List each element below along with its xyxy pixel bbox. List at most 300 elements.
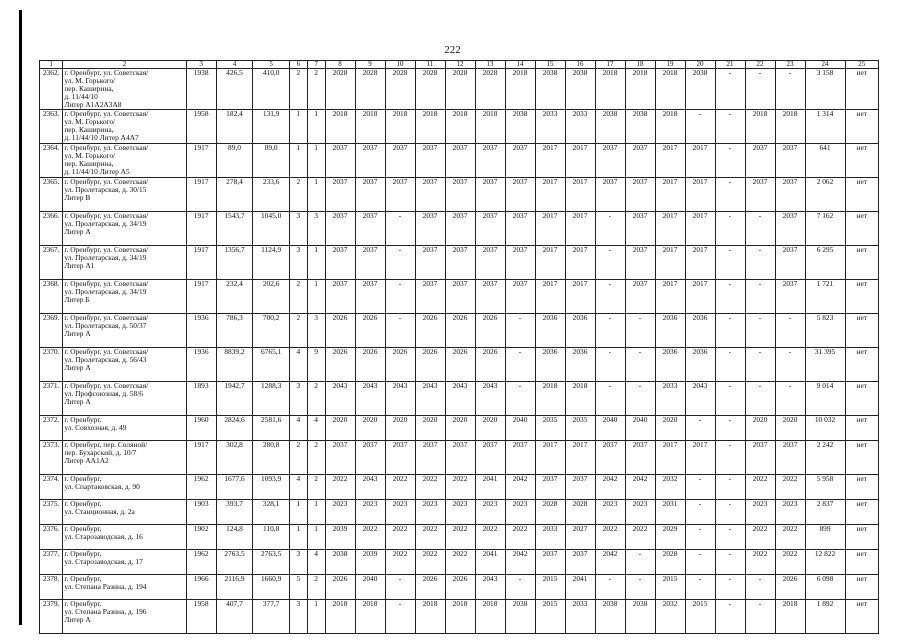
table-cell: 2017 <box>655 246 685 280</box>
table-cell: 2036 <box>685 314 715 348</box>
table-cell: 2023 <box>445 500 475 525</box>
table-row <box>40 178 879 212</box>
table-cell: 4 <box>307 416 325 441</box>
table-cell: 2042 <box>505 475 535 500</box>
table-cell: 1 892 <box>805 600 845 634</box>
table-cell: 2 062 <box>805 178 845 212</box>
table-cell: 2035 <box>535 416 565 441</box>
column-number-header: 24 <box>805 61 845 69</box>
table-cell: 2038 <box>595 110 625 144</box>
table-cell: 2033 <box>535 525 565 550</box>
column-number-header: 3 <box>186 61 216 69</box>
table-cell: - <box>595 575 625 600</box>
table-cell: 1 <box>307 178 325 212</box>
table-cell: 2018 <box>355 110 385 144</box>
table-cell: 2037 <box>595 144 625 178</box>
table-cell: 2018 <box>445 110 475 144</box>
table-cell: 1 <box>289 110 307 144</box>
row-number-cell: 2374. <box>40 475 63 500</box>
table-cell: 2017 <box>535 246 565 280</box>
housing-registry-table <box>39 60 879 634</box>
table-cell: 232,4 <box>216 280 253 314</box>
table-cell: - <box>385 246 415 280</box>
table-cell: - <box>715 178 745 212</box>
table-cell: 2017 <box>655 280 685 314</box>
table-cell: 2022 <box>415 475 445 500</box>
table-cell: - <box>385 280 415 314</box>
table-cell: 2018 <box>475 110 505 144</box>
table-cell: - <box>715 348 745 382</box>
table-cell: 1960 <box>186 416 216 441</box>
table-cell: 1 <box>289 500 307 525</box>
row-number-cell: 2362. <box>40 69 63 110</box>
table-cell: 2 <box>307 475 325 500</box>
table-cell: 2023 <box>325 500 355 525</box>
table-cell: 2018 <box>415 110 445 144</box>
table-cell: 2026 <box>445 314 475 348</box>
table-cell: 2028 <box>655 550 685 575</box>
table-cell: - <box>595 246 625 280</box>
address-cell: г. Оренбург, ул. Советская/ ул. Профсоюзная, д. 58/6 Литер А <box>63 382 186 416</box>
table-cell: - <box>505 575 535 600</box>
table-cell: - <box>685 475 715 500</box>
address-cell: г. Оренбург, пер. Соляной/ пер. Бухарский, д. 10/7 Литер АА1А2 <box>63 441 186 475</box>
table-cell: 2018 <box>745 110 775 144</box>
table-cell: 2038 <box>505 600 535 634</box>
table-cell: 2017 <box>685 212 715 246</box>
table-cell: 2022 <box>775 550 805 575</box>
table-cell: нет <box>845 525 878 550</box>
table-cell: 2039 <box>325 525 355 550</box>
table-cell: 2022 <box>595 525 625 550</box>
table-cell: 2041 <box>475 550 505 575</box>
column-number-header: 17 <box>595 61 625 69</box>
table-cell: - <box>685 416 715 441</box>
table-cell: 2037 <box>535 550 565 575</box>
table-cell: 2026 <box>775 575 805 600</box>
table-cell: 2040 <box>625 416 655 441</box>
table-cell: 2037 <box>355 441 385 475</box>
table-cell: 2037 <box>565 550 595 575</box>
table-row <box>40 280 879 314</box>
table-cell: 899 <box>805 525 845 550</box>
column-number-header: 21 <box>715 61 745 69</box>
table-cell: 1677,6 <box>216 475 253 500</box>
row-number-cell: 2364. <box>40 144 63 178</box>
row-number-cell: 2379. <box>40 600 63 634</box>
table-cell: 2037 <box>415 280 445 314</box>
table-cell: 2037 <box>625 212 655 246</box>
table-cell: 2022 <box>415 550 445 575</box>
table-cell: 2042 <box>595 550 625 575</box>
table-cell: 3 <box>289 550 307 575</box>
table-cell: 2020 <box>655 416 685 441</box>
table-cell: 2039 <box>355 550 385 575</box>
table-cell: 2022 <box>625 525 655 550</box>
table-cell: - <box>775 382 805 416</box>
table-cell: 2037 <box>445 178 475 212</box>
table-cell: 2037 <box>595 178 625 212</box>
table-cell: 2043 <box>685 382 715 416</box>
table-row <box>40 212 879 246</box>
table-cell: нет <box>845 382 878 416</box>
table-cell: 2 <box>289 441 307 475</box>
table-cell: 2020 <box>385 416 415 441</box>
table-cell: 2036 <box>535 314 565 348</box>
table-cell: 1962 <box>186 475 216 500</box>
table-cell: 1 314 <box>805 110 845 144</box>
table-cell: 2017 <box>655 144 685 178</box>
table-cell: 2017 <box>685 178 715 212</box>
table-cell: 9 <box>307 348 325 382</box>
table-cell: 2037 <box>745 144 775 178</box>
table-cell: 2036 <box>685 348 715 382</box>
table-cell: нет <box>845 314 878 348</box>
table-cell: нет <box>845 416 878 441</box>
table-cell: 1958 <box>186 600 216 634</box>
table-cell: - <box>625 575 655 600</box>
column-number-header: 14 <box>505 61 535 69</box>
table-cell: - <box>505 382 535 416</box>
table-cell: 2017 <box>535 178 565 212</box>
table-cell: 2037 <box>415 178 445 212</box>
table-cell: 2017 <box>685 280 715 314</box>
table-cell: 2017 <box>565 246 595 280</box>
table-cell: - <box>385 575 415 600</box>
table-cell: нет <box>845 69 878 110</box>
table-cell: 2015 <box>685 600 715 634</box>
table-cell: - <box>625 314 655 348</box>
table-cell: - <box>625 550 655 575</box>
column-number-header: 6 <box>289 61 307 69</box>
address-cell: г. Оренбург, ул. Старозаводская, д. 16 <box>63 525 186 550</box>
row-number-cell: 2371. <box>40 382 63 416</box>
table-cell: 2026 <box>355 348 385 382</box>
table-cell: - <box>595 348 625 382</box>
table-cell: 2037 <box>745 178 775 212</box>
table-cell: 2022 <box>385 475 415 500</box>
row-number-cell: 2375. <box>40 500 63 525</box>
column-number-header: 23 <box>775 61 805 69</box>
table-cell: 2040 <box>595 416 625 441</box>
table-cell: нет <box>845 212 878 246</box>
table-cell: 2038 <box>595 600 625 634</box>
table-cell: 2037 <box>325 144 355 178</box>
table-cell: 2 <box>289 314 307 348</box>
table-cell: 2043 <box>445 382 475 416</box>
table-cell: 2022 <box>745 550 775 575</box>
table-cell: - <box>745 382 775 416</box>
table-cell: 278,4 <box>216 178 253 212</box>
table-cell: - <box>505 314 535 348</box>
table-cell: - <box>685 525 715 550</box>
table-cell: 2038 <box>685 69 715 110</box>
table-cell: 2036 <box>565 348 595 382</box>
column-number-header: 10 <box>385 61 415 69</box>
column-number-header: 1 <box>40 61 63 69</box>
table-cell: 407,7 <box>216 600 253 634</box>
table-row <box>40 348 879 382</box>
table-cell: 2036 <box>655 314 685 348</box>
table-row <box>40 144 879 178</box>
table-cell: 2037 <box>505 246 535 280</box>
table-cell: 302,8 <box>216 441 253 475</box>
table-cell: 2018 <box>325 110 355 144</box>
table-cell: 2037 <box>775 178 805 212</box>
table-cell: - <box>715 314 745 348</box>
table-cell: нет <box>845 178 878 212</box>
table-cell: 2020 <box>355 416 385 441</box>
table-cell: 3 <box>289 212 307 246</box>
table-cell: 6 098 <box>805 575 845 600</box>
table-cell: - <box>745 314 775 348</box>
table-cell: 2022 <box>745 525 775 550</box>
table-cell: - <box>715 441 745 475</box>
table-cell: 2043 <box>475 382 505 416</box>
table-cell: - <box>595 314 625 348</box>
table-cell: 1903 <box>186 500 216 525</box>
table-cell: 2018 <box>475 600 505 634</box>
table-cell: 4 <box>289 475 307 500</box>
table-row <box>40 550 879 575</box>
table-cell: - <box>685 575 715 600</box>
table-cell: 3 <box>289 246 307 280</box>
table-cell: 6 295 <box>805 246 845 280</box>
table-cell: нет <box>845 475 878 500</box>
table-cell: 1936 <box>186 314 216 348</box>
table-cell: 2033 <box>655 382 685 416</box>
table-row <box>40 110 879 144</box>
column-number-header: 22 <box>745 61 775 69</box>
table-cell: 1917 <box>186 144 216 178</box>
table-cell: 2040 <box>505 416 535 441</box>
table-cell: 5 <box>289 575 307 600</box>
table-cell: нет <box>845 441 878 475</box>
table-cell: 2028 <box>355 69 385 110</box>
table-cell: - <box>715 575 745 600</box>
table-cell: 2037 <box>475 280 505 314</box>
table-cell: 2026 <box>325 348 355 382</box>
column-number-header: 9 <box>355 61 385 69</box>
table-cell: 8839,2 <box>216 348 253 382</box>
table-cell: - <box>715 382 745 416</box>
address-cell: г. Оренбург, ул. Советская/ ул. М. Горького/ пер. Каширина, д. 11/44/10 Литер А5 <box>63 144 186 178</box>
table-cell: 2037 <box>565 475 595 500</box>
table-row <box>40 500 879 525</box>
table-cell: 2038 <box>325 550 355 575</box>
table-cell: 2020 <box>775 416 805 441</box>
column-number-header: 11 <box>415 61 445 69</box>
table-cell: - <box>715 550 745 575</box>
table-cell: 2018 <box>595 69 625 110</box>
table-cell: 4 <box>289 416 307 441</box>
table-cell: 2026 <box>445 348 475 382</box>
table-cell: 2017 <box>535 212 565 246</box>
table-cell: 2 <box>307 382 325 416</box>
table-cell: 9 014 <box>805 382 845 416</box>
table-cell: 2041 <box>475 475 505 500</box>
table-cell: 2037 <box>775 144 805 178</box>
table-cell: 2043 <box>355 382 385 416</box>
table-row <box>40 475 879 500</box>
table-cell: - <box>385 212 415 246</box>
table-row <box>40 69 879 110</box>
table-cell: 2037 <box>625 441 655 475</box>
table-cell: - <box>745 246 775 280</box>
table-cell: 4 <box>307 550 325 575</box>
column-number-header: 2 <box>63 61 186 69</box>
table-cell: 2037 <box>445 144 475 178</box>
table-cell: 2581,6 <box>253 416 290 441</box>
row-number-cell: 2372. <box>40 416 63 441</box>
table-cell: 641 <box>805 144 845 178</box>
column-number-header: 7 <box>307 61 325 69</box>
table-cell: 1917 <box>186 280 216 314</box>
table-cell: 2017 <box>565 144 595 178</box>
table-cell: 2028 <box>475 69 505 110</box>
table-cell: 2037 <box>775 212 805 246</box>
table-cell: 2020 <box>745 416 775 441</box>
table-cell: 4 <box>289 348 307 382</box>
table-cell: - <box>715 416 745 441</box>
table-cell: 3 <box>307 314 325 348</box>
table-cell: 2022 <box>745 475 775 500</box>
table-cell: 2037 <box>445 280 475 314</box>
table-cell: 2116,9 <box>216 575 253 600</box>
row-number-cell: 2368. <box>40 280 63 314</box>
address-cell: г. Оренбург, ул. Советская/ ул. Пролетарская, д. 34/19 Литер А1 <box>63 246 186 280</box>
table-cell: - <box>715 525 745 550</box>
table-cell: 1 <box>307 280 325 314</box>
column-number-header: 4 <box>216 61 253 69</box>
table-cell: нет <box>845 600 878 634</box>
table-cell: 2023 <box>625 500 655 525</box>
table-cell: 2027 <box>565 525 595 550</box>
address-cell: г. Оренбург, ул. Советская/ ул. Пролетарская, д. 30/15 Литер В <box>63 178 186 212</box>
table-cell: 10 032 <box>805 416 845 441</box>
table-cell: нет <box>845 144 878 178</box>
table-cell: 2017 <box>565 441 595 475</box>
table-cell: 2037 <box>505 144 535 178</box>
table-cell: 2015 <box>535 575 565 600</box>
table-cell: 2037 <box>745 441 775 475</box>
table-cell: 2026 <box>325 314 355 348</box>
column-number-header: 5 <box>253 61 290 69</box>
table-cell: нет <box>845 280 878 314</box>
table-cell: 110,8 <box>253 525 290 550</box>
table-cell: 1958 <box>186 110 216 144</box>
table-cell: 2032 <box>655 475 685 500</box>
table-cell: 2028 <box>535 500 565 525</box>
table-cell: - <box>595 382 625 416</box>
table-row <box>40 600 879 634</box>
table-cell: 2043 <box>355 475 385 500</box>
table-cell: 2028 <box>385 69 415 110</box>
table-row <box>40 246 879 280</box>
table-cell: 2018 <box>355 600 385 634</box>
table-cell: 1 <box>307 144 325 178</box>
table-cell: 1 <box>289 144 307 178</box>
table-cell: 1902 <box>186 525 216 550</box>
table-cell: 2018 <box>415 600 445 634</box>
table-cell: 2 <box>307 441 325 475</box>
table-cell: 5 958 <box>805 475 845 500</box>
row-number-cell: 2370. <box>40 348 63 382</box>
address-cell: г. Оренбург, ул. Советская/ ул. Пролетарская, д. 56/43 Литер А <box>63 348 186 382</box>
table-body <box>40 69 879 634</box>
table-cell: 2037 <box>775 246 805 280</box>
table-cell: 2026 <box>385 348 415 382</box>
table-cell: 2037 <box>535 475 565 500</box>
table-cell: 2017 <box>565 178 595 212</box>
table-cell: 2037 <box>415 212 445 246</box>
table-cell: 2037 <box>385 441 415 475</box>
table-cell: - <box>385 600 415 634</box>
table-cell: 7 162 <box>805 212 845 246</box>
table-cell: 3 158 <box>805 69 845 110</box>
table-cell: - <box>775 69 805 110</box>
table-cell: 2018 <box>775 110 805 144</box>
table-cell: - <box>505 348 535 382</box>
address-cell: г. Оренбург, ул. Советская/ ул. Пролетарская, д. 34/19 Литер А <box>63 212 186 246</box>
table-cell: 2022 <box>415 525 445 550</box>
table-cell: 2018 <box>325 600 355 634</box>
table-cell: - <box>775 348 805 382</box>
table-cell: 2017 <box>565 280 595 314</box>
table-cell: 12 822 <box>805 550 845 575</box>
row-number-cell: 2363. <box>40 110 63 144</box>
table-cell: 2020 <box>475 416 505 441</box>
table-cell: 2023 <box>415 500 445 525</box>
table-cell: 2037 <box>415 441 445 475</box>
table-cell: 2037 <box>355 212 385 246</box>
table-cell: 2035 <box>565 416 595 441</box>
table-cell: 2037 <box>625 144 655 178</box>
table-cell: 2037 <box>475 212 505 246</box>
table-cell: 2026 <box>415 348 445 382</box>
table-cell: 2018 <box>655 69 685 110</box>
column-number-header: 13 <box>475 61 505 69</box>
table-cell: - <box>685 550 715 575</box>
row-number-cell: 2377. <box>40 550 63 575</box>
table-cell: 393,7 <box>216 500 253 525</box>
table-cell: 2017 <box>685 246 715 280</box>
table-cell: - <box>625 382 655 416</box>
table-cell: 2036 <box>655 348 685 382</box>
table-cell: 1917 <box>186 441 216 475</box>
table-cell: - <box>595 212 625 246</box>
table-cell: 2018 <box>535 382 565 416</box>
table-cell: 2 242 <box>805 441 845 475</box>
column-number-header: 12 <box>445 61 475 69</box>
row-number-cell: 2366. <box>40 212 63 246</box>
table-cell: 2038 <box>565 69 595 110</box>
table-cell: 2037 <box>325 246 355 280</box>
table-cell: 2023 <box>355 500 385 525</box>
table-cell: 2017 <box>535 280 565 314</box>
table-cell: 2038 <box>625 600 655 634</box>
table-cell: 1 721 <box>805 280 845 314</box>
page-number: 222 <box>444 44 461 56</box>
table-cell: - <box>715 110 745 144</box>
table-cell: 2022 <box>385 525 415 550</box>
table-cell: 2022 <box>775 475 805 500</box>
table-cell: 786,3 <box>216 314 253 348</box>
table-cell: 182,4 <box>216 110 253 144</box>
table-cell: 2041 <box>565 575 595 600</box>
table-cell: 1543,7 <box>216 212 253 246</box>
column-number-header: 18 <box>625 61 655 69</box>
